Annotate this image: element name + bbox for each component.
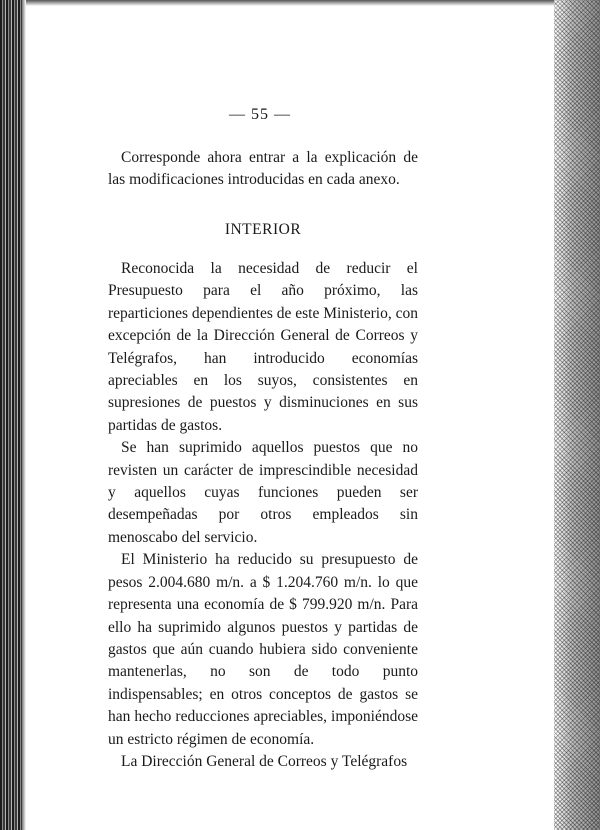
page-right-edge: [554, 0, 600, 830]
section-title: INTERIOR: [224, 221, 302, 238]
body-text: [108, 258, 418, 773]
page-top-shadow: [0, 0, 600, 6]
page-number: — 55 —: [229, 106, 291, 123]
book-binding-edge: [0, 0, 22, 830]
paragraph-ministry-budget: El Ministerio ha reducido su presupuesto de pesos 2.004.680 m/n. a $ 1.204.760 m/n. lo que representa una economía de $ 799.920 m/n. Para ello ha suprimido algunos puestos y partidas de gastos que aún cuando hubiera sido conveniente mantenerlas, no son de todo punto indispensables; en otros conceptos de gastos se han hecho reducciones apreciables, imponiéndose un estricto régimen de economía.: [108, 551, 418, 748]
paragraph-suppressed-posts: Se han suprimido aquellos puestos que no revisten un carácter de imprescindible necesidad y aquellos cuyas funciones pueden ser desempeñadas por otros empleados sin menoscabo del servicio.: [108, 439, 418, 546]
intro-paragraph-block: [108, 147, 418, 192]
intro-paragraph: Corresponde ahora entrar a la explicación de las modificaciones introducidas en cada anexo.: [108, 149, 418, 189]
paragraph-correos-telegrafos: La Dirección General de Correos y Telégrafos: [121, 752, 408, 770]
paragraph-reduction-intro: Reconocida la necesidad de reducir el Presupuesto para el año próximo, las reparticiones dependientes de este Ministerio, con excepción de la Dirección General de Correos y Telégrafos, han introducido economías apreciables en los suyos, consistentes en supresiones de puestos y disminuciones en sus partidas de gastos.: [108, 260, 418, 434]
binding-shadow: [22, 0, 26, 830]
